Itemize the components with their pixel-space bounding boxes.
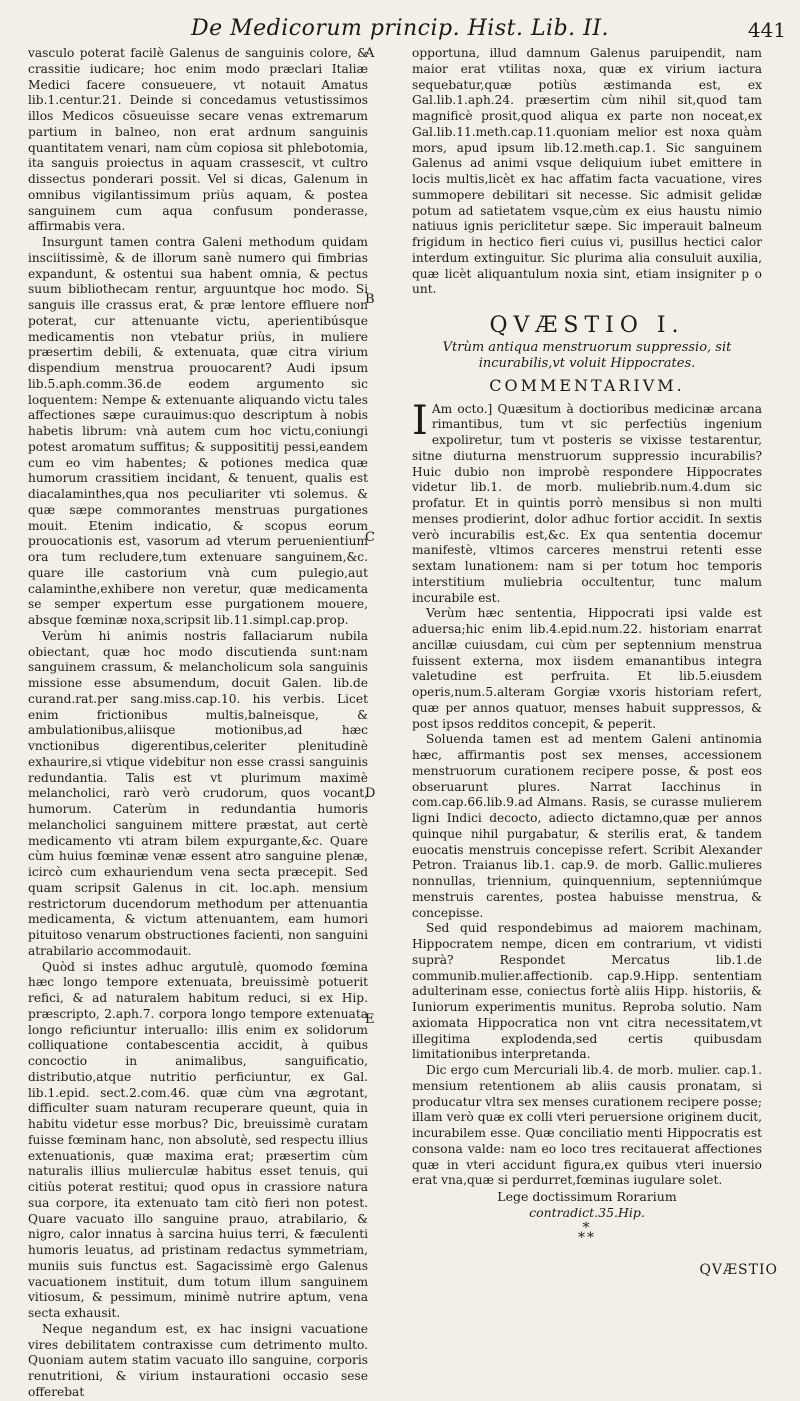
- drop-capital: I: [412, 397, 428, 444]
- paragraph: Verùm hi animis nostris fallaciarum nubila obiectant, quæ hoc modo discutienda sunt:nam sanguinem crassum, & melancholicum sola sanguinis missione esse absumendum, docuit Galen. lib.de curand.rat.per sang.miss.cap.10. his verbis. Licet enim frictionibus multis,balneisque, & ambulationibus,aliisque motionibus,ad hæc vnctionibus digerentibus,celeriter plenitudinè exhaurire,si vtique videbitur non esse crassi sanguinis redundantia. Talis est vt plurimum maximè melancholici, rarò verò crudorum, quos vocant, humorum. Caterùm in redundantia humoris melancholici sanguinem mittere præstat, aut certè medicamento vti atram bilem expurgante,&c. Quare cùm huius fœminæ venæ essent atro sanguine plenæ, icircò cum exhauriendum vena secta præcepit. Sed quam scripsit Galenus in cit. loc.aph. mensium restrictorum ducendorum methodum per attenuantia medicamenta, & victum attenuantem, eam humori pituitoso venarum obstructiones facienti, non sanguini atrabilario accommodauit.: [28, 628, 368, 958]
- paragraph: Neque negandum est, ex hac insigni vacuatione vires debilitatem contraxisse cum detrimento multo. Quoniam autem statim vacuato illo sanguine, corporis renutritioni, & virium instaurationi occasio sese offerebat: [28, 1321, 368, 1399]
- question-subtitle: Vtrùm antiqua menstruorum suppressio, sit incurabilis,vt voluit Hippocrates.: [442, 339, 732, 371]
- margin-letters: [361, 46, 401, 1286]
- right-column: [412, 46, 762, 1246]
- running-header: [0, 16, 800, 46]
- paragraph: Insurgunt tamen contra Galeni methodum quidam insciitissimè, & de illorum sanè numero qui fimbrias expandunt, & ostentui sua habent omnia, & pectus suum bibliothecam rentur, arguuntque hoc modo. Si sanguis ille crassus erat, & præ lentore effluere non poterat, cur attenuante victu, aperientibúsque medicamentis non vtebatur priùs, in muliere præsertim debili, & extenuata, quæ citra virium dispendium menstrua prouocarent? Audi ipsum lib.5.aph.comm.36.de eodem argumento sic loquentem: Nempe & extenuante aliquando victu tales affectiones sæpe curauimus:quo descriptum à nobis habetis librum: vnà autem cum hoc victu,coniungi potest aromatum suffitus; & supposititij pessi,eandem cum eo vim habentes; & potiones medica quæ humorum crassitiem incidant, & tenuent, qualis est diacalaminthes,qua nos peculiariter vti solemus. & quæ sæpe commorantes menstruas purgationes mouit. Etenim indicatio, & scopus eorum prouocationis est, vasorum ad vterum peruenientium ora tum recludere,tum extenuare sanguinem,&c. quare ille castorium vnà cum pulegio,aut calaminthe,exhibere non veretur, quæ medicamenta se semper expertum esse purgationem mouere, absque fœminæ noxa,scripsit lib.11.simpl.cap.prop.: [28, 235, 368, 627]
- paragraph: Dic ergo cum Mercuriali lib.4. de morb. mulier. cap.1. mensium retentionem ab aliis causis pronatam, si producatur vltra sex menses curationem recipere posse; illam verò quæ ex colli vteri peruersione originem ducit, incurabilem esse. Quæ conciliatio menti Hippocratis est consona valde: nam eo loco tres recitauerat affectiones quæ in vteri accidunt figura,ex quibus vteri inuersio erat vna,quæ si perdurret,fœminas iugulare solet.: [412, 1063, 762, 1188]
- paragraph: Quòd si instes adhuc argutulè, quomodo fœmina hæc longo tempore extenuata, breuissimè potuerit refici, & ad naturalem habitum reduci, si ex Hip. præscripto, 2.aph.7. corpora longo tempore extenuata longo reficiuntur interuallo: illis enim ex solidorum colliquatione contabescentia accidit, à quibus concoctio in animalibus, sanguificatio, distributio,atque nutritio perficiuntur, ex Gal. lib.1.epid. sect.2.com.46. quæ cùm vna ægrotant, difficulter suam naturam recuperare queunt, quia in habitu videtur esse morbus? Dic, breuissimè curatam fuisse fœminam hanc, non absolutè, sed respectu illius extenuationis, quæ maxima erat; præsertim cùm naturalis illius mulierculæ habitus esset tenuis, qui citiùs poterat restitui; quod opus in crassiore natura sua corpore, ita extenuato tam citò fieri non potest. Quare vacuato illo sanguine prauo, atrabilario, & nigro, calor innatus à sarcina huius terri, & fæculenti humoris leuatus, ad pristinam redactus symmetriam, muniis suis functus est. Sagacissimè ergo Galenus vacuationem instituit, dum totum illum sanguinem vitiosum, & pessimum, minimè nutrire aptum, vena secta exhausit.: [28, 959, 368, 1320]
- closing-citation: contradict.35.Hip.: [529, 1205, 645, 1220]
- commentary-heading: COMMENTARIVM.: [489, 375, 685, 395]
- paragraph: Sed quid respondebimus ad maiorem machinam, Hippocratem nempe, dicen em contrarium, vt vidisti suprà? Respondet Mercatus lib.1.de communib.mulier.affectionib. cap.9.Hipp. sententiam adulterinam esse, coniectus fortè aliis Hipp. historiis, & Iuniorum experimentis munitus. Reproba solutio. Nam axiomata Hippocratica non vnt citra necessitatem,vt illegitima explodenda,sed certis quibusdam limitationibus interpretanda.: [412, 921, 762, 1062]
- question-heading: QVÆSTIO I.: [489, 313, 685, 338]
- margin-letter-d: D: [365, 786, 376, 801]
- paragraph: vasculo poterat facilè Galenus de sanguinis colore, & crassitie iudicare; hoc enim modo præclari Italiæ Medici facere consueuere, vt notauit Amatus lib.1.centur.21. Deinde si concedamus vetustissimos illos Medicos cõsueuisse secare venas extremarum partium in balneo, non erat ardnum sanguinis quantitatem venari, nam cùm copiosa sit phlebotomia, ita sanguis proiectus in aquam crassescit, vt cultro dissectus ponderari possit. Vel si dicas, Galenum in omnibus vigilantissimum priùs aquam, & postea sanguinem cum aqua confusum ponderasse, affirmabis vera.: [28, 46, 368, 234]
- margin-letter-a: A: [365, 46, 375, 61]
- paragraph: Verùm hæc sententia, Hippocrati ipsi valde est aduersa;hic enim lib.4.epid.num.22. historiam enarrat ancillæ cuiusdam, cui cùm per septennium menstrua fuissent externa, mox iisdem emanantibus integra valetudine est perfruita. Et lib.5.eiusdem operis,num.5.alteram Gorgiæ vxoris historiam refert, quæ per annos quatuor, menses habuit suppressos, & post ipsos redditos concepit, & peperit.: [412, 606, 762, 731]
- paragraph: opportuna, illud damnum Galenus paruipendit, nam maior erat vtilitas noxa, quæ ex virium iactura sequebatur,quæ potiùs æstimanda est, ex Gal.lib.1.aph.24. præsertim cùm nihil sit,quod tam magnificè prosit,quod aliqua ex parte non noceat,ex Gal.lib.11.meth.cap.11.quoniam melior est noxa quàm mors, apud ipsum lib.12.meth.cap.1. Sic sanguinem Galenus ad animi vsque deliquium iubet emittere in locis multis,licèt ex hac affatim facta vacuatione, vires summopere debilitari sit necesse. Sic admisit gelidæ potum ad satietatem vsque,cùm ex eius haustu nimio natiuus ignis periclitetur sæpe. Sic imperauit balneum frigidum in hectico fieri cuius vi, pusillus hectici calor interdum extinguitur. Sic plurima alia consuluit auxilia, quæ licèt aliquantulum noxia sint, etiam insigniter p o unt.: [412, 46, 762, 297]
- left-column: [28, 46, 368, 1401]
- closing-reference: Lege doctissimum Rorarium: [497, 1189, 677, 1204]
- margin-letter-c: C: [365, 530, 375, 545]
- catchword: QVÆSTIO: [699, 1262, 778, 1278]
- margin-letter-b: B: [365, 292, 375, 307]
- first-paragraph: [412, 397, 762, 607]
- running-title: De Medicorum princip. Hist. Lib. II.: [190, 16, 610, 41]
- ornament-stars: * **: [578, 1219, 596, 1246]
- page-number: 441: [747, 18, 786, 42]
- paragraph-text: Am octo.] Quæsitum à doctioribus medicinæ arcana rimantibus, tum vt sic perfectiùs ingenium expoliretur, tum vt posteris se vixisse testarentur, sitne diuturna menstruorum suppressio incurabilis? Huic dubio non improbè respondere Hippocrates videtur lib.1. de morb. muliebrib.num.4.dum sic profatur. Et in quintis porrò mensibus si non multi menses prodierint, dolor adhuc fortior accidit. In sextis verò incurabilis est,&c. Ex qua sententia docemur manifestè, vltimos carceres menstrui retenti esse sextam lunationem: nam si per totum hoc temporis interstitium muliebria occultentur, tunc malum incurabile est.: [412, 401, 762, 605]
- margin-letter-e: E: [365, 1012, 375, 1027]
- paragraph: Soluenda tamen est ad mentem Galeni antinomia hæc, affirmantis post sex menses, accessionem menstruorum curationem recipere posse, & post eos obseruarunt plures. Narrat Iacchinus in com.cap.66.lib.9.ad Almans. Rasis, se curasse mulierem ligni Indici decocto, adiecto dictamno,quæ per annos quinque nihil purgabatur, & sterilis erat, & tandem euocatis menstruis concepisse refert. Scribit Alexander Petron. Traianus lib.1. cap.9. de morb. Gallic.mulieres nonnullas, triennium, quinquennium, septenniúmque menstruis carentes, postea habuisse menstrua, & concepisse.: [412, 732, 762, 920]
